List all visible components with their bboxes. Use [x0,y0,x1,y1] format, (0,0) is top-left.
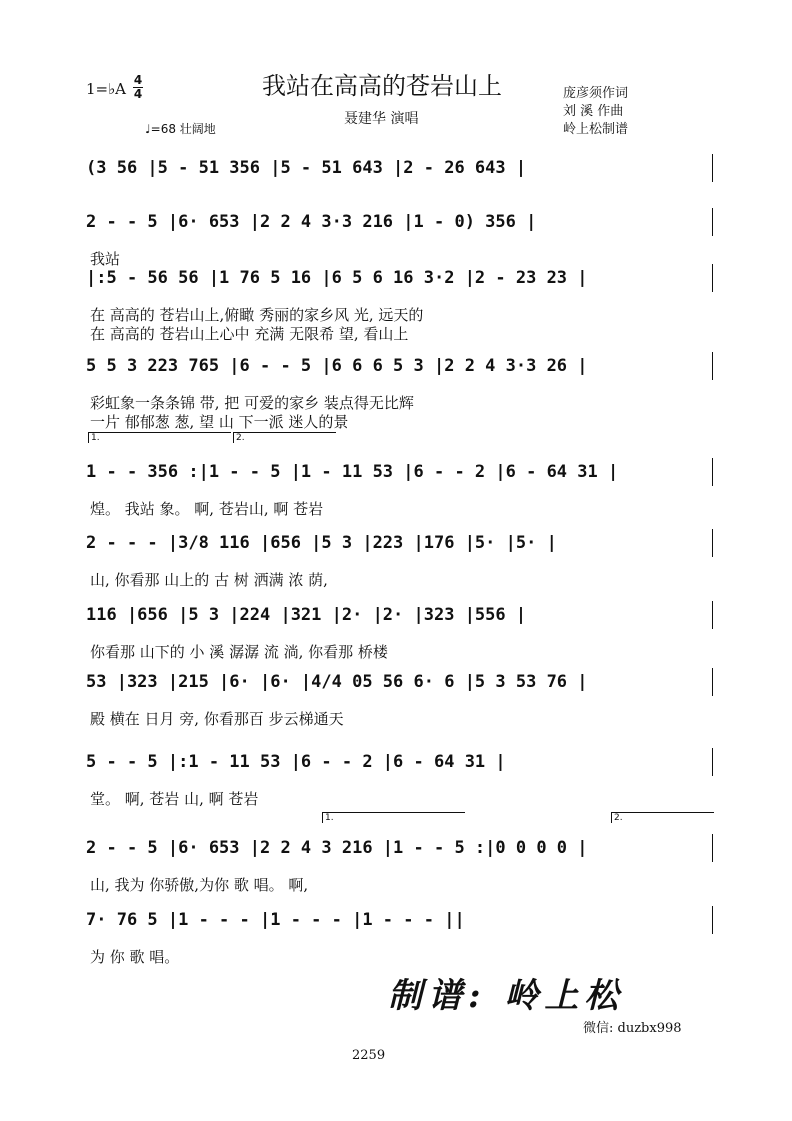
notation-line: |:5 - 56 56 |1 76 5 16 |6 5 6 16 3·2 |2 - 23 23 | [86,268,588,288]
notation-line: 5 5 3 223 765 |6 - - 5 |6 6 6 5 3 |2 2 4 3·3 26 | [86,356,588,376]
notation-line: 2 - - 5 |6· 653 |2 2 4 3 216 |1 - - 5 :|0 0 0 0 | [86,838,588,858]
barline [712,352,713,380]
notation-line: 2 - - - |3/8 116 |656 |5 3 |223 |176 |5· |5· | [86,533,557,553]
barline [712,906,713,934]
lyrics-line: 你看那 山下的 小 溪 潺潺 流 淌, 你看那 桥楼 [90,643,388,661]
composer: 刘 溪 作曲 [563,104,624,119]
barline [712,668,713,696]
time-signature [133,74,143,100]
barline [712,154,713,182]
page-number: 2259 [352,1048,386,1063]
lyrics-line: 山, 你看那 山上的 古 树 洒满 浓 荫, [90,571,328,589]
key-signature: 1=♭A [86,80,127,98]
barline [712,208,713,236]
lyrics-line: 殿 横在 日月 旁, 你看那百 步云梯通天 [90,710,344,728]
barline [712,601,713,629]
barline [712,748,713,776]
time-signature-top: 4 [133,73,143,87]
notation-line: 2 - - 5 |6· 653 |2 2 4 3·3 216 |1 - 0) 356 | [86,212,537,232]
arranger-signature: 制谱: 岭上松 [388,976,625,1016]
notation-line: 5 - - 5 |:1 - 11 53 |6 - - 2 |6 - 64 31 | [86,752,506,772]
lyrics-line: 堂。 啊, 苍岩 山, 啊 苍岩 [90,790,259,808]
notation-line: 116 |656 |5 3 |224 |321 |2· |2· |323 |556 | [86,605,527,625]
lyrics-line: 山, 我为 你骄傲,为你 歌 唱。 啊, [90,876,309,894]
tempo-marking: ♩=68 壮阔地 [145,122,216,136]
lyrics-line: 彩虹象一条条锦 带, 把 可爱的家乡 装点得无比辉 [90,394,414,412]
arranger: 岭上松制谱 [563,122,629,137]
performer: 聂建华 演唱 [344,111,419,127]
lyrics-line: 煌。 我站 象。 啊, 苍岩山, 啊 苍岩 [90,500,324,518]
song-title: 我站在高高的苍岩山上 [262,72,502,100]
volta-bracket: 1. [322,812,465,823]
lyrics-line: 在 高高的 苍岩山上,俯瞰 秀丽的家乡风 光, 远天的 [90,306,424,324]
time-signature-bottom: 4 [133,87,143,101]
lyricist: 庞彦须作词 [563,86,629,101]
volta-bracket: 2. [233,432,336,443]
lyrics-line: 在 高高的 苍岩山上心中 充满 无限希 望, 看山上 [90,325,409,343]
notation-line: 7· 76 5 |1 - - - |1 - - - |1 - - - || [86,910,465,930]
barline [712,264,713,292]
volta-bracket: 1. [88,432,231,443]
volta-bracket: 2. [611,812,714,823]
lyrics-line: 为 你 歌 唱。 [90,948,180,966]
wechat-contact: 微信: duzbx998 [583,1021,682,1036]
barline [712,529,713,557]
lyrics-line: 一片 郁郁葱 葱, 望 山 下一派 迷人的景 [90,413,349,431]
notation-line: 1 - - 356 :|1 - - 5 |1 - 11 53 |6 - - 2 |6 - 64 31 | [86,462,619,482]
notation-line: (3 56 |5 - 51 356 |5 - 51 643 |2 - 26 643 | [86,158,527,178]
notation-line: 53 |323 |215 |6· |6· |4/4 05 56 6· 6 |5 3 53 76 | [86,672,588,692]
barline [712,458,713,486]
barline [712,834,713,862]
lyrics-line: 我站 [90,250,121,268]
